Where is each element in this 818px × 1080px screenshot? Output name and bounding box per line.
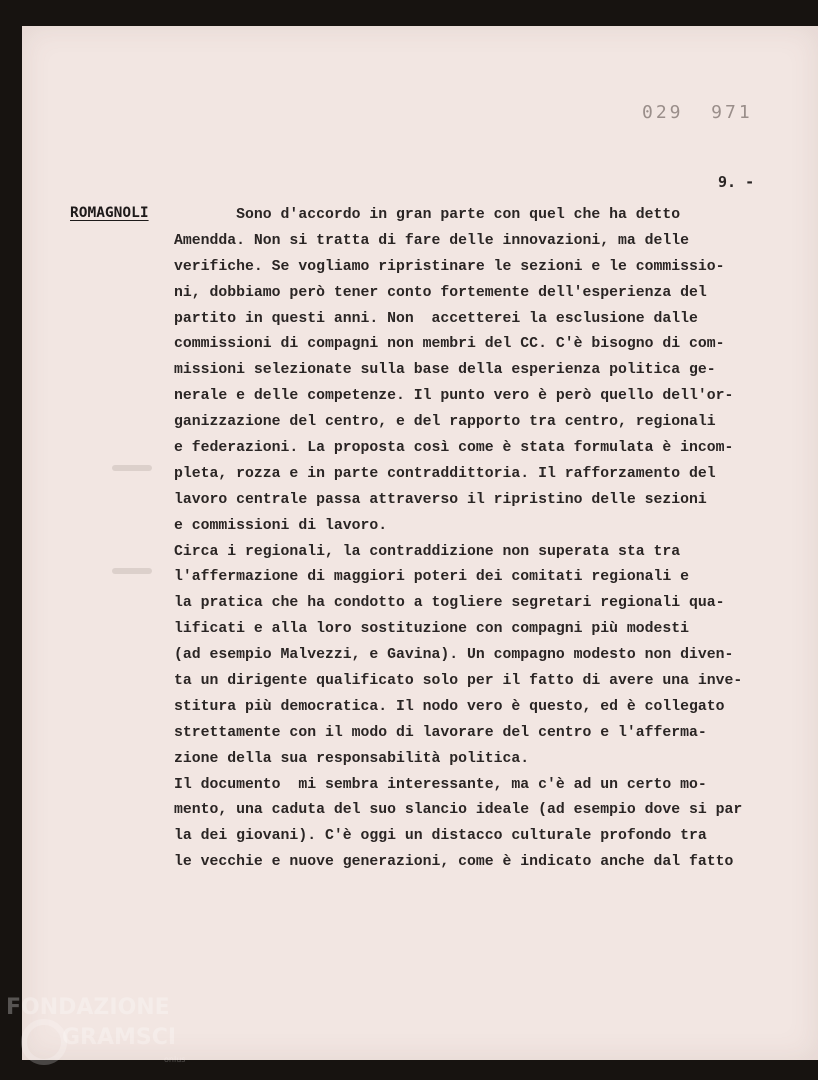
- text-line: lificati e alla loro sostituzione con compagni più modesti: [174, 621, 690, 638]
- text-line: pleta, rozza e in parte contraddittoria. Il rafforzamento del: [174, 465, 716, 482]
- text-line: missioni selezionate sulla base della esperienza politica ge-: [174, 362, 716, 379]
- text-line: verifiche. Se vogliamo ripristinare le sezioni e le commissio-: [174, 258, 725, 275]
- watermark-g-icon: [24, 1022, 64, 1062]
- text-line: lavoro centrale passa attraverso il ripristino delle sezioni: [174, 491, 707, 508]
- body-text: [174, 203, 794, 876]
- watermark-line1: FONDAZIONE: [6, 995, 170, 1020]
- text-line: l'affermazione di maggiori poteri dei comitati regionali e: [174, 569, 690, 586]
- text-line: partito in questi anni. Non accetterei la esclusione dalle: [174, 310, 698, 327]
- page-number: 9. -: [718, 173, 755, 191]
- text-line: ni, dobbiamo però tener conto fortemente dell'esperienza del: [174, 284, 707, 301]
- text-line: mento, una caduta del suo slancio ideale (ad esempio dove si par: [174, 802, 743, 819]
- margin-smudge: [112, 465, 152, 471]
- text-line: le vecchie e nuove generazioni, come è indicato anche dal fatto: [174, 854, 734, 871]
- text-line: e commissioni di lavoro.: [174, 517, 388, 534]
- text-line: ganizzazione del centro, e del rapporto tra centro, regionali: [174, 414, 716, 431]
- text-line: commissioni di compagni non membri del CC. C'è bisogno di com-: [174, 336, 725, 353]
- archive-number: 029 971: [642, 102, 753, 123]
- text-line: la dei giovani). C'è oggi un distacco culturale profondo tra: [174, 828, 707, 845]
- text-line: strettamente con il modo di lavorare del centro e l'afferma-: [174, 724, 707, 741]
- text-line: stitura più democratica. Il nodo vero è questo, ed è collegato: [174, 698, 725, 715]
- text-line: ta un dirigente qualificato solo per il fatto di avere una inve-: [174, 673, 743, 690]
- text-line: (ad esempio Malvezzi, e Gavina). Un compagno modesto non diven-: [174, 647, 734, 664]
- watermark-sub: onlus: [164, 1055, 186, 1064]
- text-line: Sono d'accordo in gran parte con quel che ha detto: [174, 207, 681, 223]
- text-line: e federazioni. La proposta così come è stata formulata è incom-: [174, 440, 734, 457]
- text-line: Circa i regionali, la contraddizione non superata sta tra: [174, 543, 681, 560]
- text-line: zione della sua responsabilità politica.: [174, 750, 530, 767]
- text-line: la pratica che ha condotto a togliere segretari regionali qua-: [174, 595, 725, 612]
- speaker-name: ROMAGNOLI: [70, 205, 149, 221]
- margin-smudge: [112, 568, 152, 574]
- text-line: Il documento mi sembra interessante, ma c'è ad un certo mo-: [174, 776, 707, 793]
- fondazione-gramsci-watermark: [4, 992, 204, 1072]
- text-line: nerale e delle competenze. Il punto vero è però quello dell'or-: [174, 388, 734, 405]
- watermark-line2: GRAMSCI: [62, 1025, 177, 1050]
- text-line: Amendda. Non si tratta di fare delle innovazioni, ma delle: [174, 232, 690, 249]
